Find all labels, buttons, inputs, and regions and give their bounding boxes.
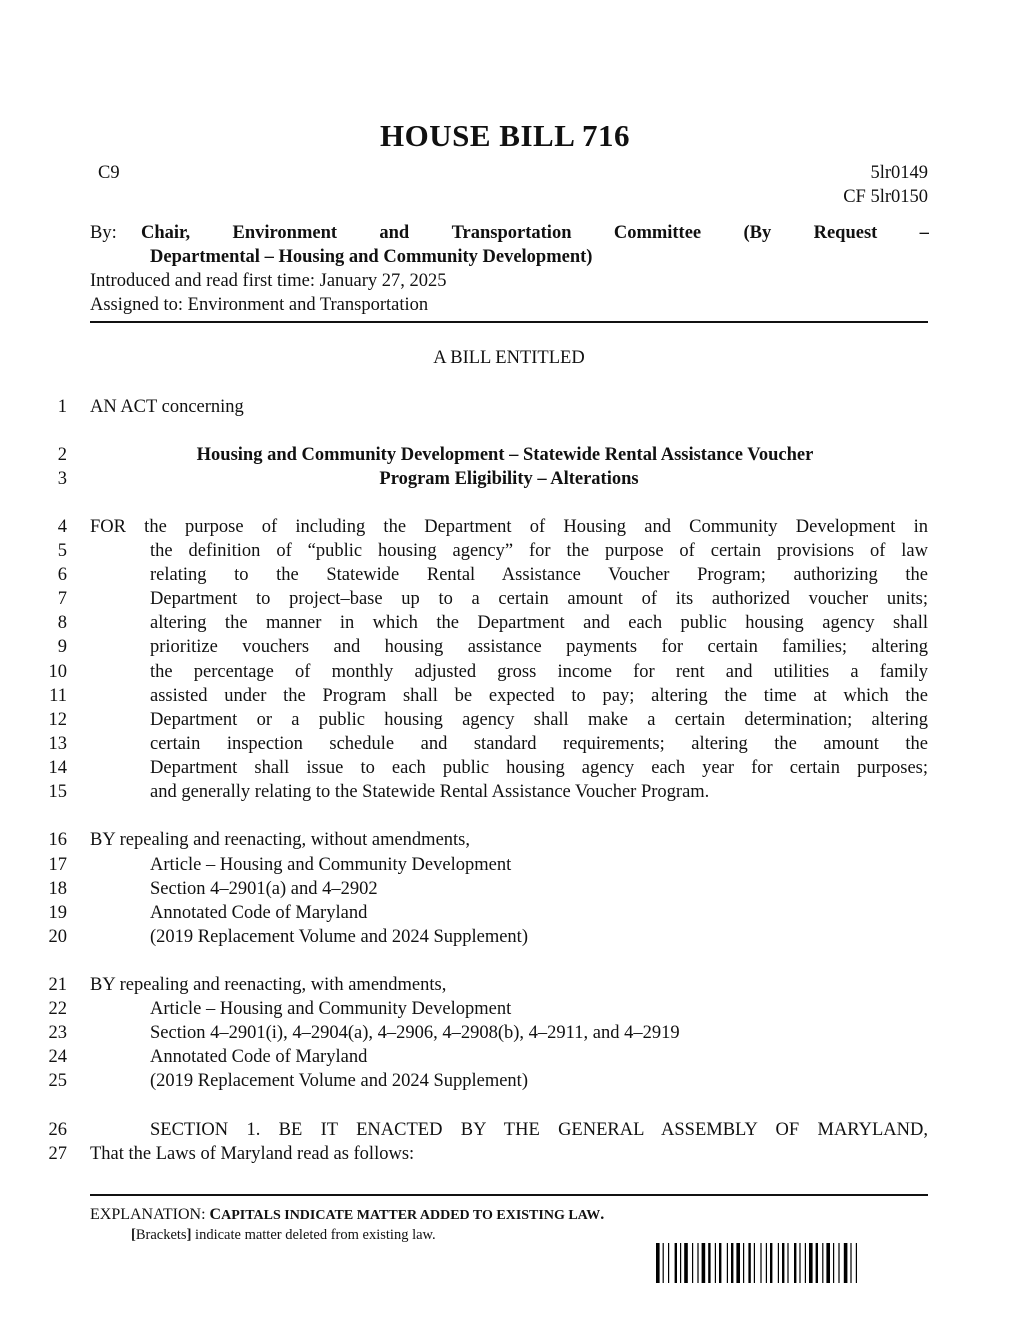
sponsor-word: Environment — [232, 223, 338, 243]
barcode-bar — [748, 1243, 750, 1283]
explanation-line — [90, 1206, 604, 1224]
barcode-bar — [844, 1243, 848, 1283]
sponsor-word: Committee — [613, 223, 702, 243]
sponsor-line-2: Departmental – Housing and Community Development) — [150, 247, 593, 267]
purpose-line: relating to the Statewide Rental Assistance Voucher Program; authorizing the — [150, 565, 928, 585]
line-number: 13 — [48, 734, 67, 754]
barcode-bar — [770, 1243, 772, 1283]
barcode-bar — [684, 1243, 688, 1283]
lr-number: 5lr0149 — [870, 163, 928, 183]
barcode-bar — [731, 1243, 733, 1283]
purpose-line: Department to project–base up to a certain amount of its authorized voucher units; — [150, 589, 928, 609]
barcode-bar — [692, 1243, 693, 1283]
sponsor-word: and — [379, 223, 410, 243]
line-number: 4 — [57, 517, 67, 537]
assigned-committee: Assigned to: Environment and Transportation — [90, 295, 429, 315]
barcode-bar — [794, 1243, 796, 1283]
bill-entitled: A BILL ENTITLED — [433, 348, 585, 368]
barcode-bar — [675, 1243, 677, 1283]
barcode-bar — [850, 1243, 851, 1283]
barcode-bar — [782, 1243, 784, 1283]
capitals-initial: C — [209, 1206, 222, 1223]
repeal-heading: BY repealing and reenacting, without amendments, — [90, 830, 470, 850]
act-concerning: AN ACT concerning — [90, 397, 244, 417]
purpose-line: altering the manner in which the Department and each public housing agency shall — [150, 613, 928, 633]
cf-number: CF 5lr0150 — [843, 187, 928, 207]
brackets-line — [131, 1227, 436, 1244]
barcode-bar — [778, 1243, 779, 1283]
capitals-note — [210, 1206, 605, 1223]
barcode-bar — [727, 1243, 728, 1283]
barcode-bar — [760, 1243, 761, 1283]
amend-heading: BY repealing and reenacting, with amendments, — [90, 975, 447, 995]
barcode-bar — [822, 1243, 823, 1283]
line-number: 17 — [48, 855, 67, 875]
sponsor-word: Transportation — [451, 223, 572, 243]
line-number: 8 — [57, 613, 67, 633]
barcode-bar — [697, 1243, 698, 1283]
barcode-bar — [708, 1243, 710, 1283]
line-number: 2 — [57, 445, 67, 465]
barcode-bar — [680, 1243, 681, 1283]
purpose-line: the percentage of monthly adjusted gross income for rent and utilities a family — [150, 662, 928, 682]
barcode-icon — [656, 1243, 906, 1283]
repeal-detail: Annotated Code of Maryland — [150, 903, 368, 923]
repeal-detail: Section 4–2901(a) and 4–2902 — [150, 879, 378, 899]
amend-detail: (2019 Replacement Volume and 2024 Supplement) — [150, 1071, 528, 1091]
barcode-bar — [856, 1243, 857, 1283]
sponsor-by-label: By: — [90, 223, 117, 243]
sponsor-word: Chair, — [141, 223, 191, 243]
barcode-bar — [826, 1243, 830, 1283]
footer-divider — [90, 1194, 928, 1196]
purpose-line: the definition of “public housing agency” for the purpose of certain provisions of law — [150, 541, 928, 561]
barcode-bar — [799, 1243, 800, 1283]
barcode-bar — [656, 1243, 660, 1283]
capitals-rest: APITALS INDICATE MATTER ADDED TO EXISTING LAW — [221, 1208, 601, 1223]
line-number: 18 — [48, 879, 67, 899]
bill-subject-line-2: Program Eligibility – Alterations — [379, 469, 639, 489]
line-number: 25 — [48, 1071, 67, 1091]
line-number: 24 — [48, 1047, 67, 1067]
line-number: 7 — [57, 589, 67, 609]
barcode-bar — [702, 1243, 706, 1283]
explanation-label: EXPLANATION: — [90, 1206, 206, 1223]
barcode-bar — [838, 1243, 839, 1283]
barcode-bar — [668, 1243, 669, 1283]
brackets-word: Brackets — [135, 1227, 187, 1243]
line-number: 22 — [48, 999, 67, 1019]
committee-code: C9 — [98, 163, 120, 183]
sponsor-word: (By — [743, 223, 772, 243]
line-number: 5 — [57, 541, 67, 561]
repeal-detail: Article – Housing and Community Development — [150, 855, 512, 875]
barcode-bar — [719, 1243, 721, 1283]
bracket-open: [ — [131, 1227, 136, 1243]
capitals-period: . — [600, 1206, 605, 1223]
purpose-line: Department or a public housing agency shall make a certain determination; altering — [150, 710, 928, 730]
line-number: 21 — [48, 975, 67, 995]
brackets-rest: indicate matter deleted from existing law. — [191, 1227, 436, 1243]
line-number: 9 — [57, 637, 67, 657]
amend-detail: Section 4–2901(i), 4–2904(a), 4–2906, 4–2908(b), 4–2911, and 4–2919 — [150, 1023, 680, 1043]
enacting-clause-cont: That the Laws of Maryland read as follows: — [90, 1144, 415, 1164]
amend-detail: Article – Housing and Community Development — [150, 999, 512, 1019]
barcode-bar — [715, 1243, 716, 1283]
line-number: 20 — [48, 927, 67, 947]
line-number: 23 — [48, 1023, 67, 1043]
bill-subject-line-1: Housing and Community Development – Statewide Rental Assistance Voucher — [196, 445, 814, 465]
barcode-bar — [663, 1243, 664, 1283]
barcode-bar — [754, 1243, 755, 1283]
bill-title: HOUSE BILL 716 — [380, 118, 630, 153]
line-number: 19 — [48, 903, 67, 923]
purpose-line: FOR the purpose of including the Department of Housing and Community Development in — [90, 517, 928, 537]
repeal-detail: (2019 Replacement Volume and 2024 Supplement) — [150, 927, 528, 947]
line-number: 26 — [48, 1120, 67, 1140]
barcode-bar — [736, 1243, 740, 1283]
line-number: 6 — [57, 565, 67, 585]
purpose-line: prioritize vouchers and housing assistance payments for certain families; altering — [150, 637, 928, 657]
line-number: 14 — [48, 758, 67, 778]
line-number: 27 — [48, 1144, 67, 1164]
line-number: 3 — [57, 469, 67, 489]
line-number: 11 — [49, 686, 67, 706]
sponsor-line-1 — [141, 223, 929, 244]
barcode-bar — [743, 1243, 744, 1283]
sponsor-word: – — [919, 223, 929, 243]
line-number: 16 — [48, 830, 67, 850]
barcode-bar — [766, 1243, 767, 1283]
purpose-line: Department shall issue to each public housing agency each year for certain purposes; — [150, 758, 928, 778]
barcode-bar — [787, 1243, 788, 1283]
introduced-date: Introduced and read first time: January 27, 2025 — [90, 271, 447, 291]
barcode-bar — [809, 1243, 813, 1283]
barcode-bar — [833, 1243, 834, 1283]
line-number: 12 — [48, 710, 67, 730]
purpose-line: assisted under the Program shall be expected to pay; altering the time at which the — [150, 686, 928, 706]
line-number: 15 — [48, 782, 67, 802]
line-number: 1 — [57, 397, 67, 417]
bracket-close: ] — [186, 1227, 192, 1243]
enacting-clause: SECTION 1. BE IT ENACTED BY THE GENERAL ASSEMBLY OF MARYLAND, — [150, 1120, 928, 1140]
header-divider — [90, 321, 928, 323]
amend-detail: Annotated Code of Maryland — [150, 1047, 368, 1067]
purpose-line: and generally relating to the Statewide Rental Assistance Voucher Program. — [150, 782, 710, 802]
barcode-bar — [816, 1243, 818, 1283]
barcode-bar — [805, 1243, 806, 1283]
sponsor-word: Request — [813, 223, 878, 243]
purpose-line: certain inspection schedule and standard requirements; altering the amount the — [150, 734, 928, 754]
line-number: 10 — [48, 662, 67, 682]
